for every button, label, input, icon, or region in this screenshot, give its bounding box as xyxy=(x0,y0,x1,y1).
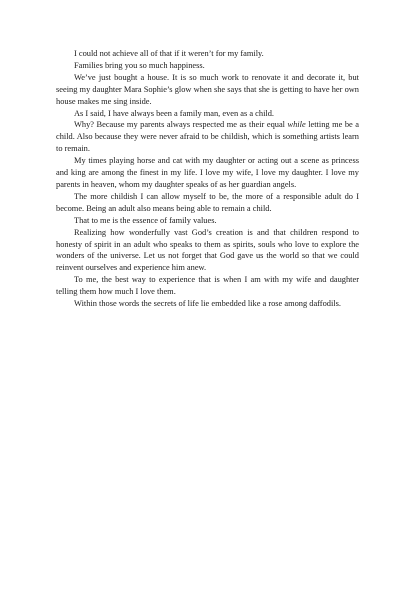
paragraph: Families bring you so much happiness. xyxy=(74,60,205,70)
paragraph xyxy=(56,119,359,155)
paragraph: As I said, I have always been a family man, even as a child. xyxy=(74,108,274,118)
paragraph: Within those words the secrets of life lie embedded like a rose among daffodils. xyxy=(74,299,341,309)
paragraph: I could not achieve all of that if it weren’t for my family. xyxy=(74,49,264,58)
paragraph-text: letting me be a child. Also because they were never afraid to be childish, which is something artists learn to remain. xyxy=(56,120,359,154)
document-page xyxy=(56,48,359,310)
paragraph: That to me is the essence of family values. xyxy=(74,215,217,225)
paragraph-text: Why? Because my parents always respected me as their equal xyxy=(74,120,288,130)
paragraph: To me, the best way to experience that is when I am with my wife and daughter telling them how much I love them. xyxy=(56,275,359,297)
paragraph: The more childish I can allow myself to be, the more of a responsible adult do I become. Being an adult also means being able to remain a child. xyxy=(56,191,359,213)
paragraph: Realizing how wonderfully vast God’s creation is and that children respond to honesty of spirit in an adult who speaks to them as spirits, souls who love to explore the wonders of the universe. Let us not forget that God gave us the world so that we could reinvent ourselves and experience him anew. xyxy=(56,227,359,273)
emphasized-word: while xyxy=(287,120,306,130)
paragraph: We’ve just bought a house. It is so much work to renovate it and decorate it, but seeing my daughter Mara Sophie’s glow when she says that she is getting to have her own house makes me sing inside. xyxy=(56,72,359,106)
paragraph: My times playing horse and cat with my daughter or acting out a scene as princess and king are among the finest in my life. I love my wife, I love my daughter. I love my parents in heaven, whom my daughter speaks of as her guardian angels. xyxy=(56,156,359,189)
